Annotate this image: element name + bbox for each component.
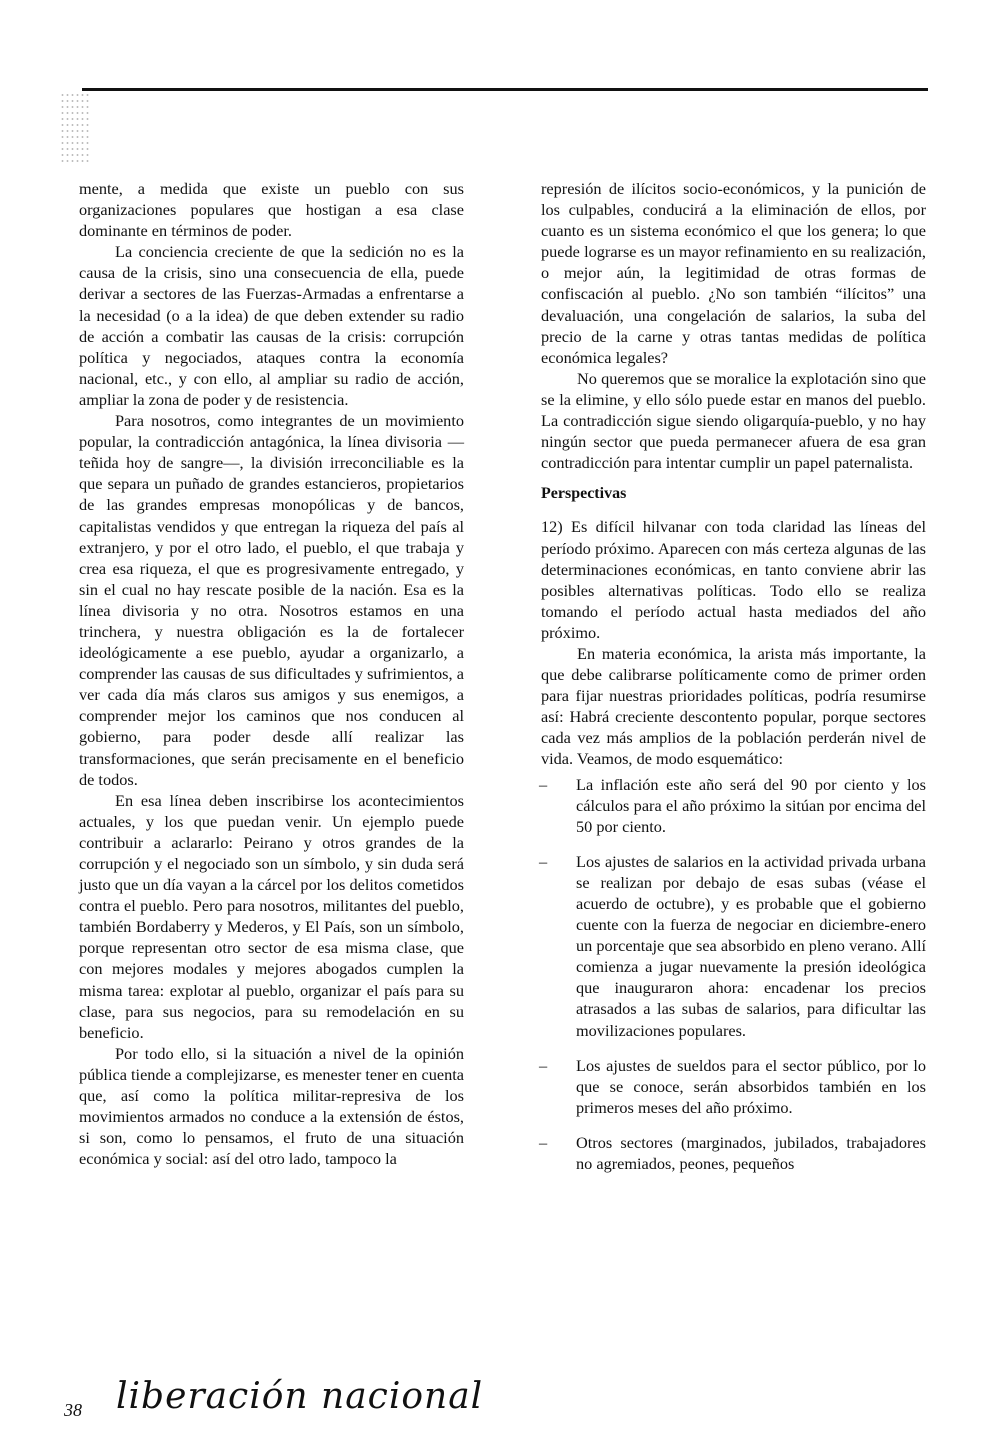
dash-bullet: – (539, 774, 548, 794)
list-item-text: La inflación este año será del 90 por ciento y los cálculos para el año próximo la sitúan por encima del 50 por ciento. (576, 774, 926, 836)
top-rule (82, 88, 928, 91)
dash-bullet: – (539, 851, 548, 871)
list-item (541, 851, 926, 1041)
list-item (541, 1055, 926, 1118)
economic-list (541, 774, 926, 1175)
section-heading: Perspectivas (541, 485, 627, 503)
paragraph: 12) Es difícil hilvanar con toda claridad las líneas del período próximo. Aparecen con más certeza algunas de las determinaciones económicas, en tanto conviene abrir las posibles alternativas políticas. Todo ello se realiza tomando el período actual hasta mediados del año próximo. (541, 517, 926, 642)
list-item (541, 774, 926, 837)
list-item-text: Los ajustes de salarios en la actividad privada urbana se realizan por debajo de esas subas (véase el acuerdo de octubre), y es probable que el gobierno cuente con la fuerza de negociar en diciembre-enero un porcentaje que sea absorbido en pleno verano. Allí comienza a jugar nuevamente la presión ideológica que inauguraron ahora: encadenar los precios atrasados a las subas de salarios, para dificultar las movilizaciones populares. (576, 851, 926, 1040)
paragraph: En materia económica, la arista más importante, la que debe calibrarse políticamente como de primer orden para fijar nuestras prioridades políticas, podría resumirse así: Habrá creciente descontento popular, porque sectores cada vez más amplios de la población perderán nivel de vida. Veamos, de modo esquemático: (541, 643, 926, 769)
paragraph: mente, a medida que existe un pueblo con sus organizaciones populares que hostigan a esa clase dominante en términos de poder. (79, 179, 464, 241)
paragraph: No queremos que se moralice la explotación sino que se la elimine, y ello sólo puede estar en manos del pueblo. La contradicción sigue siendo oligarquía-pueblo, y no hay ningún sector que pueda permanecer afuera de esa gran contradicción para intentar cumplir un papel paternalista. (541, 368, 926, 473)
paragraph: Por todo ello, si la situación a nivel de la opinión pública tiende a complejizarse, es menester tener en cuenta que, así como la política militar-represiva de los movimientos armados no conduce a la extensión de éstos, si son, como lo pensamos, el fruto de una situación económica y social: así del otro lado, tampoco la (79, 1043, 464, 1169)
list-item-text: Otros sectores (marginados, jubilados, trabajadores no agremiados, peones, pequeños (576, 1132, 926, 1174)
paragraph: Para nosotros, como integrantes de un movimiento popular, la contradicción antagónica, la línea divisoria —teñida hoy de sangre—, la división irreconciliable es la que separa un puñado de grandes estancieros, propietarios de las grandes empresas monopólicas y de bancos, capitalistas vendidos y que entregan la riqueza del país al extranjero, y por el otro lado, el pueblo, el que trabaja y crea esa riqueza, el que es progresivamente entregado, y sin el cual no hay rescate posible de la nación. Esa es la línea divisoria y no otra. Nosotros estamos en una trinchera, y nuestra obligación es la de fortalecer ideológicamente a ese pueblo, ayudar a organizarlo, a comprender las causas de sus dificultades y sufrimientos, a ver cada día más claros sus amigos y sus enemigos, a comprender mejor los caminos que nos conducen al gobierno, para poder desde allí realizar las transformaciones, que serán precisamente en el beneficio de todos. (79, 411, 464, 789)
list-item-text: Los ajustes de sueldos para el sector público, por lo que se conoce, serán absorbidos también en los primeros meses del año próximo. (576, 1055, 926, 1117)
paragraph: La conciencia creciente de que la sedición no es la causa de la crisis, sino una consecuencia de ella, puede derivar a sectores de las Fuerzas-Armadas a enfrentarse a la necesidad (o a la idea) de que deben extender su radio de acción a combatir las causas de la crisis: corrupción política y negociados, ataques contra la economía nacional, etc., y con ello, al ampliar su radio de acción, ampliar la zona de poder y de resistencia. (79, 242, 464, 409)
list-item (541, 1132, 926, 1174)
dash-bullet: – (539, 1132, 548, 1152)
right-column (541, 178, 926, 1188)
page-number: 38 (64, 1400, 82, 1420)
left-column (79, 178, 464, 1169)
paragraph: represión de ilícitos socio-económicos, y la punición de los culpables, conducirá a la eliminación de ellos, por cuanto es un sistema económico el que los genera; lo que puede lograrse es un mayor refinamiento en su realización, o mejor aún, la legitimidad de otras formas de confiscación al pueblo. ¿No son también “ilícitos” una devaluación, una congelación de salarios, la suba del precio de la carne y otras tantas medidas de política económica legales? (541, 179, 926, 367)
paragraph: En esa línea deben inscribirse los acontecimientos actuales, y los que puedan venir. Un ejemplo puede contribuir a aclararlo: Peirano y otros grandes de la corrupción y el negociado son un símbolo, y sin duda será justo que un día vayan a la cárcel por los delitos cometidos contra el pueblo. Pero para nosotros, militantes del pueblo, también Bordaberry y Mederos, y El País, son un símbolo, porque representan otro sector de esa misma clase, que con mejores modales y mejores abogados cumplen la misma tarea: explotar al pueblo, organizar el país para su clase, para sus negocios, para su remodelación en su beneficio. (79, 790, 464, 1042)
masthead-logo: liberación nacional (116, 1376, 484, 1417)
print-speckle (60, 92, 90, 162)
dash-bullet: – (539, 1055, 548, 1075)
